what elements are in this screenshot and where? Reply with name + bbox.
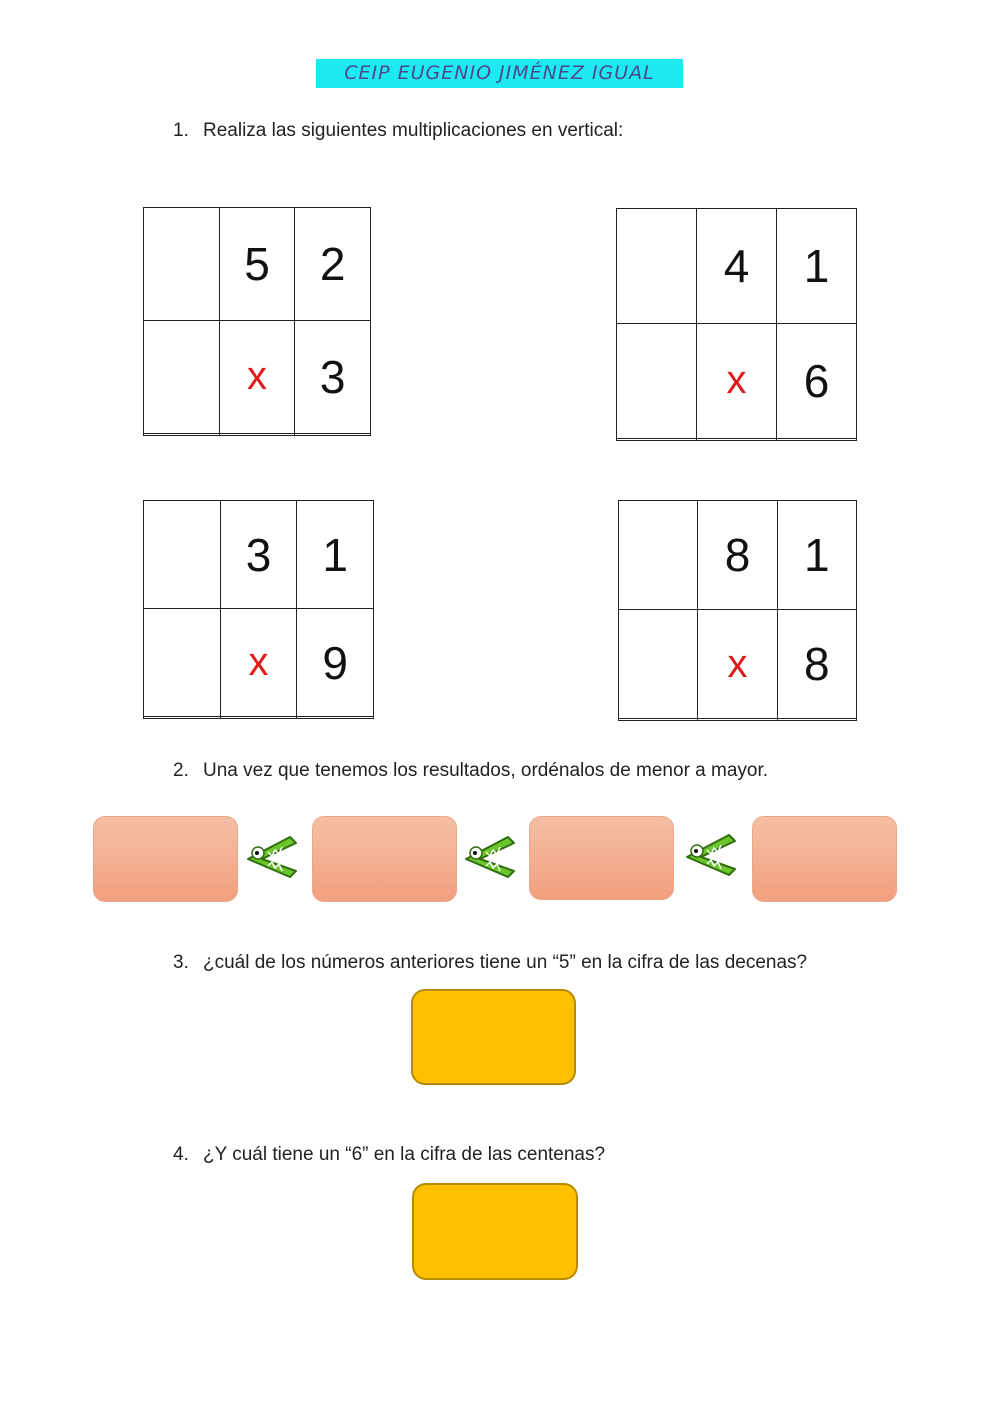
order-box-2[interactable] [312, 816, 457, 902]
question-2-number: 2. [173, 760, 189, 781]
multiply-sign: x [220, 609, 297, 717]
grid-cell: 4 [697, 209, 777, 324]
question-1 [173, 119, 623, 143]
grid-cell[interactable] [144, 320, 220, 433]
grid-cell[interactable] [144, 501, 221, 609]
grid-cell: 3 [220, 501, 297, 609]
result-cell[interactable] [697, 438, 777, 440]
result-cell[interactable] [295, 433, 371, 435]
grid-cell[interactable] [144, 208, 220, 321]
grid-cell: 8 [777, 610, 856, 719]
grid-cell: 6 [777, 323, 857, 438]
school-title: CEIP EUGENIO JIMÉNEZ IGUAL [316, 59, 683, 88]
grid-cell[interactable] [619, 610, 698, 719]
question-3-text: ¿cuál de los números anteriores tiene un “5” en la cifra de las decenas? [203, 952, 808, 973]
multiplication-grid-3 [143, 500, 374, 719]
multiplication-grid-2 [616, 208, 857, 441]
result-cell[interactable] [220, 717, 297, 719]
order-box-4[interactable] [752, 816, 897, 902]
crocodile-less-than-icon [244, 833, 300, 881]
question-1-number: 1. [173, 120, 189, 141]
question-2-text: Una vez que tenemos los resultados, ordénalos de menor a mayor. [203, 760, 769, 781]
grid-cell: 1 [777, 501, 856, 610]
multiplication-grid-4 [618, 500, 857, 721]
answer-box-q3[interactable] [411, 989, 576, 1085]
grid-cell: 1 [297, 501, 374, 609]
question-4 [173, 1143, 605, 1167]
result-cell[interactable] [144, 433, 220, 435]
grid-cell[interactable] [617, 323, 697, 438]
multiply-sign: x [219, 320, 295, 433]
crocodile-less-than-icon [462, 833, 518, 881]
multiply-sign: x [698, 610, 777, 719]
order-box-3[interactable] [529, 816, 674, 900]
answer-box-q4[interactable] [412, 1183, 578, 1280]
grid-cell: 1 [777, 209, 857, 324]
grid-cell[interactable] [144, 609, 221, 717]
result-cell[interactable] [144, 717, 221, 719]
question-3 [173, 951, 807, 975]
result-cell[interactable] [297, 717, 374, 719]
grid-cell: 9 [297, 609, 374, 717]
multiplication-grid-1 [143, 207, 371, 436]
result-cell[interactable] [619, 719, 698, 721]
order-box-1[interactable] [93, 816, 238, 902]
result-cell[interactable] [219, 433, 295, 435]
grid-cell: 5 [219, 208, 295, 321]
result-cell[interactable] [777, 438, 857, 440]
question-4-text: ¿Y cuál tiene un “6” en la cifra de las centenas? [203, 1144, 606, 1165]
multiply-sign: x [697, 323, 777, 438]
crocodile-less-than-icon [683, 831, 739, 879]
question-4-number: 4. [173, 1144, 189, 1165]
question-3-number: 3. [173, 952, 189, 973]
grid-cell[interactable] [617, 209, 697, 324]
question-1-text: Realiza las siguientes multiplicaciones en vertical: [203, 120, 624, 141]
grid-cell: 2 [295, 208, 371, 321]
result-cell[interactable] [698, 719, 777, 721]
grid-cell: 8 [698, 501, 777, 610]
result-cell[interactable] [777, 719, 856, 721]
grid-cell[interactable] [619, 501, 698, 610]
result-cell[interactable] [617, 438, 697, 440]
grid-cell: 3 [295, 320, 371, 433]
question-2 [173, 759, 768, 783]
